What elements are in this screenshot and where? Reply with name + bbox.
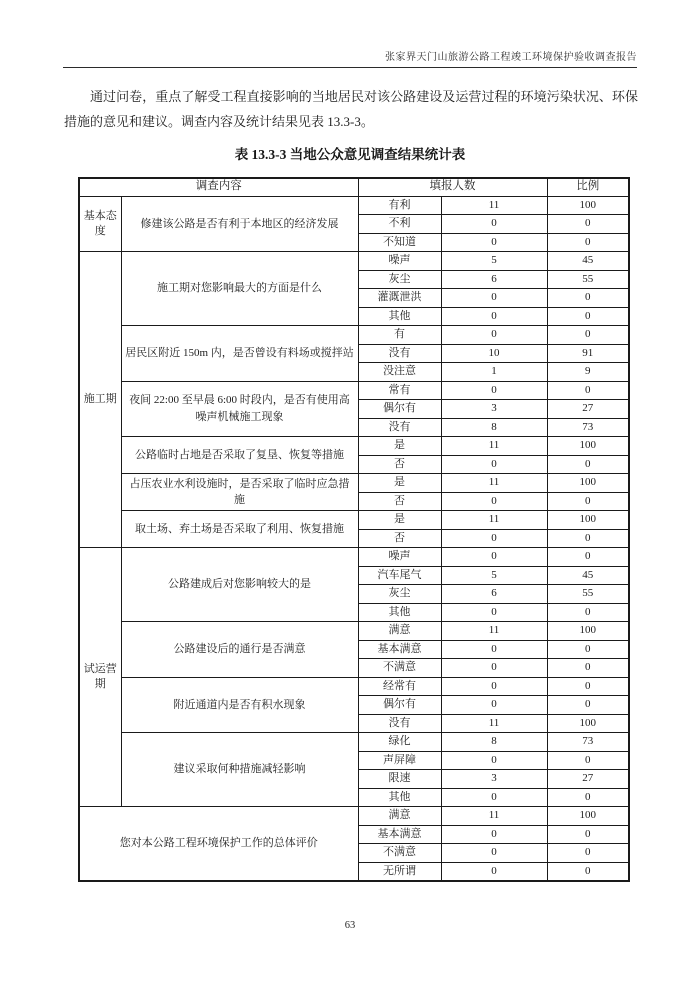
option-label-cell: 不知道 xyxy=(358,233,441,252)
option-label-cell: 有利 xyxy=(358,196,441,215)
ratio-cell: 91 xyxy=(547,344,629,363)
table-row xyxy=(79,437,629,456)
ratio-cell: 55 xyxy=(547,585,629,604)
option-label-cell: 没有 xyxy=(358,418,441,437)
respondent-count-cell: 0 xyxy=(441,696,547,715)
respondent-count-cell: 0 xyxy=(441,233,547,252)
option-label-cell: 不满意 xyxy=(358,659,441,678)
option-label-cell: 没有 xyxy=(358,714,441,733)
ratio-cell: 0 xyxy=(547,696,629,715)
ratio-cell: 0 xyxy=(547,548,629,567)
option-label-cell: 绿化 xyxy=(358,733,441,752)
respondent-count-cell: 0 xyxy=(441,529,547,548)
respondent-count-cell: 0 xyxy=(441,326,547,345)
respondent-count-cell: 0 xyxy=(441,825,547,844)
option-label-cell: 不利 xyxy=(358,215,441,234)
survey-table xyxy=(78,177,630,882)
respondent-count-cell: 0 xyxy=(441,289,547,308)
respondent-count-cell: 0 xyxy=(441,788,547,807)
column-header-ratio: 比例 xyxy=(547,178,629,196)
respondent-count-cell: 11 xyxy=(441,474,547,493)
question-cell: 建议采取何种措施减轻影响 xyxy=(121,733,358,807)
respondent-count-cell: 0 xyxy=(441,455,547,474)
ratio-cell: 0 xyxy=(547,659,629,678)
period-cell: 试运营期 xyxy=(79,548,121,807)
ratio-cell: 27 xyxy=(547,770,629,789)
question-cell: 附近通道内是否有积水现象 xyxy=(121,677,358,733)
ratio-cell: 100 xyxy=(547,437,629,456)
table-title: 表 13.3-3 当地公众意见调查结果统计表 xyxy=(234,147,466,162)
option-label-cell: 限速 xyxy=(358,770,441,789)
ratio-cell: 0 xyxy=(547,215,629,234)
ratio-cell: 0 xyxy=(547,844,629,863)
option-label-cell: 是 xyxy=(358,474,441,493)
option-label-cell: 满意 xyxy=(358,622,441,641)
respondent-count-cell: 0 xyxy=(441,307,547,326)
respondent-count-cell: 0 xyxy=(441,381,547,400)
ratio-cell: 100 xyxy=(547,714,629,733)
respondent-count-cell: 0 xyxy=(441,659,547,678)
option-label-cell: 噪声 xyxy=(358,252,441,271)
respondent-count-cell: 11 xyxy=(441,511,547,530)
ratio-cell: 73 xyxy=(547,418,629,437)
table-row xyxy=(79,474,629,493)
ratio-cell: 0 xyxy=(547,289,629,308)
option-label-cell: 无所谓 xyxy=(358,862,441,881)
respondent-count-cell: 8 xyxy=(441,418,547,437)
table-row xyxy=(79,622,629,641)
option-label-cell: 声屏障 xyxy=(358,751,441,770)
option-label-cell: 是 xyxy=(358,511,441,530)
respondent-count-cell: 6 xyxy=(441,270,547,289)
option-label-cell: 灰尘 xyxy=(358,585,441,604)
respondent-count-cell: 11 xyxy=(441,807,547,826)
ratio-cell: 0 xyxy=(547,677,629,696)
option-label-cell: 否 xyxy=(358,455,441,474)
respondent-count-cell: 8 xyxy=(441,733,547,752)
option-label-cell: 否 xyxy=(358,492,441,511)
option-label-cell: 没注意 xyxy=(358,363,441,382)
respondent-count-cell: 0 xyxy=(441,548,547,567)
table-row xyxy=(79,677,629,696)
survey-table-body xyxy=(79,196,629,881)
page-footer xyxy=(0,920,700,931)
respondent-count-cell: 3 xyxy=(441,400,547,419)
respondent-count-cell: 11 xyxy=(441,714,547,733)
question-cell: 施工期对您影响最大的方面是什么 xyxy=(121,252,358,326)
respondent-count-cell: 0 xyxy=(441,215,547,234)
ratio-cell: 100 xyxy=(547,474,629,493)
option-label-cell: 灰尘 xyxy=(358,270,441,289)
option-label-cell: 常有 xyxy=(358,381,441,400)
respondent-count-cell: 10 xyxy=(441,344,547,363)
option-label-cell: 是 xyxy=(358,437,441,456)
table-row xyxy=(79,326,629,345)
ratio-cell: 73 xyxy=(547,733,629,752)
period-cell: 施工期 xyxy=(79,252,121,548)
ratio-cell: 0 xyxy=(547,455,629,474)
question-cell: 公路建成后对您影响较大的是 xyxy=(121,548,358,622)
option-label-cell: 其他 xyxy=(358,788,441,807)
ratio-cell: 0 xyxy=(547,603,629,622)
ratio-cell: 0 xyxy=(547,825,629,844)
question-cell: 修建该公路是否有利于本地区的经济发展 xyxy=(121,196,358,252)
ratio-cell: 100 xyxy=(547,511,629,530)
ratio-cell: 45 xyxy=(547,252,629,271)
respondent-count-cell: 6 xyxy=(441,585,547,604)
table-row xyxy=(79,548,629,567)
table-row xyxy=(79,381,629,400)
ratio-cell: 0 xyxy=(547,640,629,659)
ratio-cell: 100 xyxy=(547,807,629,826)
period-cell: 基本态度 xyxy=(79,196,121,252)
column-header-survey-content: 调查内容 xyxy=(79,178,358,196)
respondent-count-cell: 0 xyxy=(441,862,547,881)
ratio-cell: 0 xyxy=(547,326,629,345)
option-label-cell: 其他 xyxy=(358,603,441,622)
ratio-cell: 100 xyxy=(547,622,629,641)
option-label-cell: 噪声 xyxy=(358,548,441,567)
ratio-cell: 0 xyxy=(547,381,629,400)
option-label-cell: 不满意 xyxy=(358,844,441,863)
option-label-cell: 经常有 xyxy=(358,677,441,696)
table-row xyxy=(79,511,629,530)
question-cell: 夜间 22:00 至早晨 6:00 时段内，是否有使用高噪声机械施工现象 xyxy=(121,381,358,437)
respondent-count-cell: 1 xyxy=(441,363,547,382)
respondent-count-cell: 0 xyxy=(441,640,547,659)
ratio-cell: 0 xyxy=(547,751,629,770)
table-row xyxy=(79,252,629,271)
option-label-cell: 否 xyxy=(358,529,441,548)
respondent-count-cell: 0 xyxy=(441,677,547,696)
running-header-title: 张家界天门山旅游公路工程竣工环境保护验收调查报告 xyxy=(385,52,637,63)
ratio-cell: 55 xyxy=(547,270,629,289)
question-cell: 公路建设后的通行是否满意 xyxy=(121,622,358,678)
ratio-cell: 0 xyxy=(547,233,629,252)
option-label-cell: 偶尔有 xyxy=(358,400,441,419)
respondent-count-cell: 5 xyxy=(441,252,547,271)
option-label-cell: 其他 xyxy=(358,307,441,326)
ratio-cell: 100 xyxy=(547,196,629,215)
table-row xyxy=(79,733,629,752)
question-cell: 您对本公路工程环境保护工作的总体评价 xyxy=(79,807,358,882)
respondent-count-cell: 3 xyxy=(441,770,547,789)
ratio-cell: 0 xyxy=(547,307,629,326)
option-label-cell: 有 xyxy=(358,326,441,345)
ratio-cell: 0 xyxy=(547,788,629,807)
respondent-count-cell: 11 xyxy=(441,622,547,641)
running-header xyxy=(63,48,637,68)
respondent-count-cell: 5 xyxy=(441,566,547,585)
option-label-cell: 满意 xyxy=(358,807,441,826)
table-header-row xyxy=(79,178,629,196)
respondent-count-cell: 11 xyxy=(441,437,547,456)
option-label-cell: 汽车尾气 xyxy=(358,566,441,585)
option-label-cell: 基本满意 xyxy=(358,825,441,844)
option-label-cell: 偶尔有 xyxy=(358,696,441,715)
option-label-cell: 没有 xyxy=(358,344,441,363)
respondent-count-cell: 11 xyxy=(441,196,547,215)
question-cell: 公路临时占地是否采取了复垦、恢复等措施 xyxy=(121,437,358,474)
ratio-cell: 27 xyxy=(547,400,629,419)
question-cell: 居民区附近 150m 内，是否曾设有料场或搅拌站 xyxy=(121,326,358,382)
option-label-cell: 基本满意 xyxy=(358,640,441,659)
respondent-count-cell: 0 xyxy=(441,492,547,511)
page-number: 63 xyxy=(344,920,356,931)
question-cell: 占压农业水利设施时，是否采取了临时应急措施 xyxy=(121,474,358,511)
column-header-respondent-count: 填报人数 xyxy=(358,178,547,196)
ratio-cell: 9 xyxy=(547,363,629,382)
respondent-count-cell: 0 xyxy=(441,603,547,622)
table-row xyxy=(79,807,629,826)
respondent-count-cell: 0 xyxy=(441,844,547,863)
option-label-cell: 灌溉泄洪 xyxy=(358,289,441,308)
intro-paragraph: 通过问卷，重点了解受工程直接影响的当地居民对该公路建设及运营过程的环境污染状况、环保措施的意见和建议。调查内容及统计结果见表 13.3-3。 xyxy=(64,89,638,129)
respondent-count-cell: 0 xyxy=(441,751,547,770)
question-cell: 取土场、弃土场是否采取了利用、恢复措施 xyxy=(121,511,358,548)
table-row xyxy=(79,196,629,215)
ratio-cell: 0 xyxy=(547,492,629,511)
ratio-cell: 45 xyxy=(547,566,629,585)
ratio-cell: 0 xyxy=(547,529,629,548)
ratio-cell: 0 xyxy=(547,862,629,881)
